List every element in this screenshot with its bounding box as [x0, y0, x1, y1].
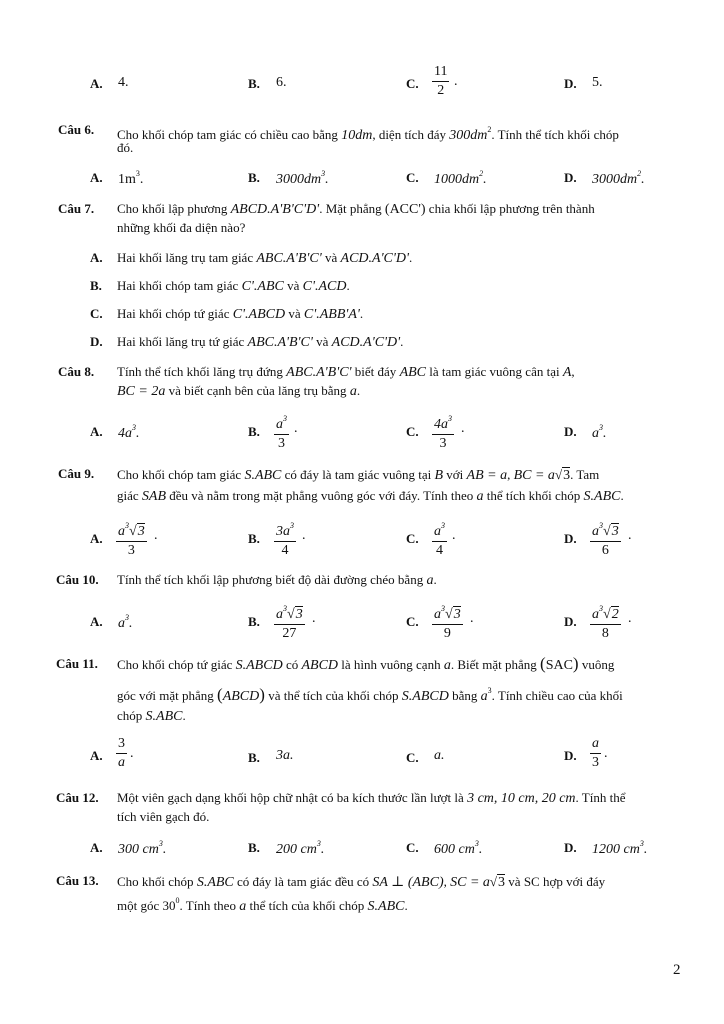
- math: B: [434, 468, 444, 483]
- option-text: và: [283, 278, 303, 293]
- value-text: 3000dm: [592, 172, 638, 187]
- stem-text: có: [282, 657, 302, 672]
- math: S.ABC: [196, 875, 234, 890]
- top-option-b-value: 6.: [276, 75, 287, 90]
- q7-option-d-text: Hai khối lăng trụ tứ giác ABC.A'B'C' và ACD.A'C'D'.: [117, 334, 404, 350]
- math: SC = a: [450, 875, 490, 890]
- fraction-numerator: [274, 518, 296, 542]
- sqrt-radicand: 3: [295, 607, 303, 622]
- stem-text: bằng: [448, 688, 481, 703]
- math: ABC.A'B'C': [256, 251, 322, 266]
- stem-text: và thể tích của khối chóp: [264, 688, 402, 703]
- question-7-stem: [117, 200, 595, 219]
- stem-text: và SC hợp với đáy: [505, 874, 606, 889]
- stem-text: ,: [443, 874, 451, 889]
- math: S.ABCD: [235, 658, 283, 673]
- option-text: và: [285, 306, 304, 321]
- superscript: 2: [487, 125, 492, 134]
- q8-option-c-fraction: [432, 411, 454, 452]
- fraction-denominator: 4: [281, 543, 289, 558]
- stem-text: .: [433, 572, 437, 587]
- q11-option-a-fraction: [116, 736, 127, 771]
- stem-text: . Tam: [570, 467, 600, 482]
- q6-option-c-label: C.: [406, 170, 419, 185]
- math: ACD.A'C'D': [340, 251, 409, 266]
- math: ABCD: [222, 689, 260, 704]
- fraction-denominator: 2: [437, 83, 445, 98]
- superscript: 3: [441, 604, 445, 613]
- fraction-denominator: 27: [282, 626, 297, 641]
- superscript: 3: [639, 839, 644, 848]
- fraction-denominator: 3: [127, 543, 135, 558]
- math-plane: (ACC'): [384, 202, 426, 217]
- question-6-stem-line2: đó.: [117, 140, 134, 155]
- top-option-a-value: 4.: [118, 75, 129, 90]
- fraction-numerator: 3: [116, 736, 127, 754]
- top-option-a-label: A.: [90, 76, 103, 91]
- stem-text: chia khối lập phương trên thành: [425, 201, 595, 216]
- num-text: a: [592, 607, 599, 622]
- value-text: 3000dm: [276, 172, 322, 187]
- sqrt-radicand: 3: [453, 607, 461, 622]
- num-text: a: [276, 607, 283, 622]
- math: ABCD: [301, 658, 339, 673]
- q6-option-d-value: $3000dm^2$.: [592, 169, 645, 187]
- page-number: 2: [673, 962, 681, 978]
- period: .: [461, 421, 465, 436]
- fraction-denominator: 4: [436, 543, 443, 558]
- q9-option-c-label: C.: [406, 531, 419, 546]
- q12-option-c-label: C.: [406, 840, 419, 855]
- period: .: [452, 528, 456, 543]
- math: S.ABC: [145, 709, 183, 724]
- math: A: [562, 365, 572, 380]
- superscript: 3: [474, 839, 479, 848]
- stem-text: . Tính theo: [179, 898, 240, 913]
- question-11-stem-line2: góc với mặt phẳng (ABCD) và thể tích của khối chóp S.ABCD bằng $a^3$. Tính chiều cao của khối: [117, 685, 623, 704]
- stem-text: đều và nằm trong mặt phẳng vuông góc với đáy. Tính theo: [166, 488, 477, 503]
- question-13-label: Câu 13.: [56, 873, 99, 888]
- question-13-stem-line2: [117, 892, 408, 916]
- superscript: 3: [441, 521, 445, 530]
- superscript: 3: [283, 604, 287, 613]
- q8-option-a-value: $4a^3$.: [118, 423, 140, 441]
- period: .: [604, 746, 608, 761]
- fraction-numerator: [274, 411, 289, 435]
- math: ABC: [399, 365, 427, 380]
- q12-option-c-value: 600 $cm^3$.: [434, 839, 483, 857]
- question-11-stem-line3: [117, 707, 186, 726]
- fraction-numerator: [432, 411, 454, 435]
- stem-text: .: [620, 488, 624, 503]
- math: S.ABC: [244, 468, 282, 483]
- q10-option-d-fraction: [590, 601, 621, 642]
- top-option-d-label: D.: [564, 76, 577, 91]
- q8-option-a-label: A.: [90, 424, 103, 439]
- fraction-numerator: $a^3√3$: [432, 601, 463, 625]
- value-text: 600 cm: [434, 842, 475, 857]
- stem-text: . Tính thể: [575, 790, 626, 805]
- stem-text: chóp: [117, 708, 146, 723]
- question-8-stem: [117, 363, 575, 382]
- stem-text: ,: [571, 364, 575, 379]
- stem-text: Tính thể tích khối lăng trụ đứng: [117, 364, 287, 379]
- q10-option-b-label: B.: [248, 614, 260, 629]
- q12-option-a-label: A.: [90, 840, 103, 855]
- q9-option-d-fraction: [590, 518, 621, 559]
- stem-text: .: [356, 383, 361, 398]
- fraction-numerator: $a^3√3$: [590, 518, 621, 542]
- sqrt-radicand: 3: [498, 875, 506, 890]
- q7-option-c-label: C.: [90, 306, 103, 321]
- period: .: [154, 528, 158, 543]
- stem-text: . Tính chiều cao của khối: [491, 688, 623, 703]
- num-text: a: [276, 417, 283, 432]
- q7-option-c-text: Hai khối chóp tứ giác C'.ABCD và C'.ABB'A'.: [117, 306, 364, 322]
- num-text: a: [118, 524, 125, 539]
- superscript: 3: [599, 521, 603, 530]
- q11-option-b-value: 3a.: [276, 748, 294, 763]
- sqrt-radicand: 3: [563, 468, 571, 483]
- q8-option-b-label: B.: [248, 424, 260, 439]
- q8-option-d-value: $a^3$.: [592, 423, 607, 441]
- stem-text: là tam giác vuông cân tại: [426, 364, 563, 379]
- stem-text: . Biết mặt phẳng: [450, 657, 541, 672]
- math: a: [426, 573, 434, 588]
- question-13-stem: Cho khối chóp S.ABC có đáy là tam giác đều có SA ⊥ (ABC), SC = a√3 và SC hợp với đáy: [117, 874, 606, 890]
- superscript: 3: [487, 686, 492, 695]
- superscript: 3: [125, 613, 129, 622]
- question-6-label: Câu 6.: [58, 122, 95, 137]
- value-text: 200 cm: [276, 842, 317, 857]
- fraction-numerator: a: [590, 736, 601, 754]
- math: BC = 2a: [117, 384, 166, 399]
- question-9-stem: Cho khối chóp tam giác S.ABC có đáy là tam giác vuông tại B với AB = a, BC = a√3. Tam: [117, 467, 600, 483]
- fraction-denominator: a: [118, 755, 125, 770]
- value-text: 1000dm: [434, 172, 480, 187]
- period: .: [470, 611, 474, 626]
- value-text: 4a: [118, 426, 132, 441]
- math: ABC.A'B'C': [247, 335, 313, 350]
- math: BC = a: [513, 468, 555, 483]
- q9-option-b-fraction: [274, 518, 296, 559]
- math-height: 10dm: [341, 128, 373, 143]
- superscript: 3: [135, 169, 140, 178]
- question-8-stem-line2: [117, 382, 360, 401]
- stem-text: , diện tích đáy: [372, 127, 450, 142]
- question-9-label: Câu 9.: [58, 466, 95, 481]
- superscript: 3: [125, 521, 129, 530]
- stem-text: Một viên gạch dạng khối hộp chữ nhật có ba kích thước lần lượt là: [117, 790, 468, 805]
- fraction-numerator: $a^3√3$: [274, 601, 305, 625]
- stem-text: .: [404, 898, 408, 913]
- period: .: [454, 74, 458, 89]
- stem-text: với: [443, 467, 467, 482]
- question-10-stem: [117, 571, 437, 590]
- fraction-numerator: 11: [432, 64, 449, 82]
- stem-text: có đáy là tam giác đều có: [233, 874, 373, 889]
- fraction-denominator: 9: [443, 626, 451, 641]
- q10-option-d-label: D.: [564, 614, 577, 629]
- superscript: 2: [637, 169, 642, 178]
- top-option-c-fraction: [432, 64, 449, 99]
- stem-text: Cho khối chóp tứ giác: [117, 657, 236, 672]
- math: a: [476, 489, 484, 504]
- math: a: [480, 689, 488, 704]
- q8-option-d-label: D.: [564, 424, 577, 439]
- question-12-stem-line2: tích viên gạch đó.: [117, 809, 210, 824]
- stem-text: Cho khối chóp tam giác có chiều cao bằng: [117, 127, 342, 142]
- stem-text: vuông: [578, 657, 615, 672]
- q7-option-b-text: Hai khối chóp tam giác C'.ABC và C'.ACD.: [117, 278, 350, 294]
- stem-text: là hình vuông cạnh: [338, 657, 444, 672]
- math: C'.ABB'A': [303, 307, 360, 322]
- superscript: 3: [599, 423, 603, 432]
- q12-option-b-value: 200 $cm^3$.: [276, 839, 325, 857]
- superscript: 3: [283, 414, 287, 423]
- question-6-stem: [117, 121, 619, 145]
- fraction-denominator: 3: [439, 436, 447, 451]
- superscript: 0: [175, 896, 180, 905]
- q12-option-d-label: D.: [564, 840, 577, 855]
- value-text: 1200 cm: [592, 842, 640, 857]
- math: a: [443, 658, 451, 673]
- question-7-stem-line2: những khối đa diện nào?: [117, 220, 246, 235]
- fraction-numerator: $a^3√3$: [116, 518, 147, 542]
- num-text: a: [434, 524, 441, 539]
- q9-option-b-label: B.: [248, 531, 260, 546]
- stem-text: biết đáy: [351, 364, 400, 379]
- q11-option-b-label: B.: [248, 750, 260, 765]
- top-option-b-label: B.: [248, 76, 260, 91]
- top-option-d-value: 5.: [592, 75, 603, 90]
- stem-text: thể tích khối chóp: [483, 488, 584, 503]
- math-area: 300dm: [449, 128, 488, 143]
- q6-option-b-value: $3000dm^3$.: [276, 169, 329, 187]
- math: C'.ABCD: [232, 307, 286, 322]
- superscript: 3: [158, 839, 163, 848]
- q11-option-d-fraction: [590, 736, 601, 771]
- option-text: Hai khối lăng trụ tứ giác: [117, 334, 248, 349]
- stem-text: Tính thể tích khối lập phương biết độ dài đường chéo bằng: [117, 572, 427, 587]
- math: S.ABCD: [401, 689, 449, 704]
- top-option-c-label: C.: [406, 76, 419, 91]
- q7-option-b-label: B.: [90, 278, 102, 293]
- q9-option-d-label: D.: [564, 531, 577, 546]
- q8-option-b-fraction: [274, 411, 289, 452]
- q10-option-a-label: A.: [90, 614, 103, 629]
- q6-option-d-label: D.: [564, 170, 577, 185]
- stem-text: Cho khối chóp: [117, 874, 197, 889]
- period: .: [628, 528, 632, 543]
- math: SA ⊥ (ABC): [372, 875, 444, 890]
- value-text: 1m: [118, 172, 136, 187]
- option-text: Hai khối lăng trụ tam giác: [117, 250, 257, 265]
- stem-text: Cho khối chóp tam giác: [117, 467, 245, 482]
- sqrt-radicand: 3: [137, 524, 145, 539]
- option-text: và: [321, 250, 341, 265]
- option-text: Hai khối chóp tam giác: [117, 278, 242, 293]
- q12-option-d-value: 1200 $cm^3$.: [592, 839, 648, 857]
- q6-option-a-label: A.: [90, 170, 103, 185]
- num-text: a: [434, 607, 441, 622]
- q11-option-c-label: C.: [406, 750, 419, 765]
- value-text: a: [118, 616, 125, 631]
- stem-text: . Tính thể tích khối chóp: [491, 127, 619, 142]
- num-text: 4a: [434, 417, 448, 432]
- fraction-denominator: 6: [601, 543, 609, 558]
- fraction-numerator: $a^3√2$: [590, 601, 621, 625]
- superscript: 3: [132, 423, 136, 432]
- q12-option-a-value: 300 $cm^3$.: [118, 839, 167, 857]
- q7-option-d-label: D.: [90, 334, 103, 349]
- stem-text: ,: [507, 467, 514, 482]
- q7-option-a-label: A.: [90, 250, 103, 265]
- math: ABC.A'B'C': [286, 365, 352, 380]
- question-12-label: Câu 12.: [56, 790, 99, 805]
- superscript: 3: [321, 169, 326, 178]
- math: ACD.A'C'D': [331, 335, 401, 350]
- stem-text: góc với mặt phẳng: [117, 688, 218, 703]
- question-11-label: Câu 11.: [56, 656, 98, 671]
- q10-option-a-value: $a^3$.: [118, 613, 133, 631]
- stem-text: .: [182, 708, 186, 723]
- math: a: [349, 384, 357, 399]
- math-dimensions: 3 cm, 10 cm, 20 cm: [467, 791, 576, 806]
- math-cube: ABCD.A'B'C'D': [230, 202, 320, 217]
- fraction-denominator: 8: [601, 626, 609, 641]
- stem-text: và biết cạnh bên của lăng trụ bằng: [165, 383, 350, 398]
- question-10-label: Câu 10.: [56, 572, 99, 587]
- q11-option-a-label: A.: [90, 748, 103, 763]
- period: .: [628, 611, 632, 626]
- math: SAB: [141, 489, 167, 504]
- math: S.ABC: [583, 489, 621, 504]
- superscript: 3: [599, 604, 603, 613]
- q9-option-a-fraction: [116, 518, 147, 559]
- q9-option-a-label: A.: [90, 531, 103, 546]
- stem-text: giác: [117, 488, 142, 503]
- stem-text: Cho khối lập phương: [117, 201, 231, 216]
- option-text: Hai khối chóp tứ giác: [117, 306, 233, 321]
- q6-option-a-value: $1m^3$.: [118, 169, 144, 187]
- superscript: 3: [316, 839, 321, 848]
- q10-option-c-fraction: [432, 601, 463, 642]
- option-text: và: [312, 334, 332, 349]
- question-11-stem: Cho khối chóp tứ giác S.ABCD có ABCD là hình vuông cạnh a. Biết mặt phẳng (SAC) vuông: [117, 654, 615, 673]
- question-9-stem-line2: [117, 487, 624, 506]
- stem-text: . Mặt phẳng: [319, 201, 385, 216]
- q6-option-c-value: $1000dm^2$.: [434, 169, 487, 187]
- stem-text: có đáy là tam giác vuông tại: [281, 467, 435, 482]
- period: .: [130, 746, 134, 761]
- question-8-label: Câu 8.: [58, 364, 95, 379]
- fraction-numerator: [432, 518, 447, 542]
- value-text: 300 cm: [118, 842, 159, 857]
- stem-text: một góc 30: [117, 898, 176, 913]
- q11-option-c-value: a.: [434, 748, 445, 763]
- value-text: a: [592, 426, 599, 441]
- sqrt-radicand: 3: [611, 524, 619, 539]
- period: .: [302, 528, 306, 543]
- num-text: 3a: [276, 524, 290, 539]
- math: S.ABC: [367, 899, 405, 914]
- fraction-denominator: 3: [592, 755, 599, 770]
- superscript: 2: [479, 169, 484, 178]
- sqrt-radicand: 2: [611, 607, 619, 622]
- q11-option-d-label: D.: [564, 748, 577, 763]
- q9-option-c-fraction: [432, 518, 447, 559]
- superscript: 3: [448, 414, 452, 423]
- q10-option-b-fraction: [274, 601, 305, 642]
- q7-option-a-text: Hai khối lăng trụ tam giác ABC.A'B'C' và ACD.A'C'D'.: [117, 250, 413, 266]
- q8-option-c-label: C.: [406, 424, 419, 439]
- math: C'.ACD: [302, 279, 347, 294]
- num-text: a: [592, 524, 599, 539]
- question-12-stem: [117, 789, 626, 808]
- q6-option-b-label: B.: [248, 170, 260, 185]
- math: AB = a: [466, 468, 508, 483]
- fraction-denominator: 3: [278, 436, 285, 451]
- q10-option-c-label: C.: [406, 614, 419, 629]
- stem-text: thể tích của khối chóp: [246, 898, 368, 913]
- math: C'.ABC: [241, 279, 284, 294]
- superscript: 3: [290, 521, 294, 530]
- question-7-label: Câu 7.: [58, 201, 95, 216]
- math: a: [239, 899, 247, 914]
- q12-option-b-label: B.: [248, 840, 260, 855]
- math: SAC: [545, 658, 573, 673]
- period: .: [312, 611, 316, 626]
- period: .: [294, 421, 298, 436]
